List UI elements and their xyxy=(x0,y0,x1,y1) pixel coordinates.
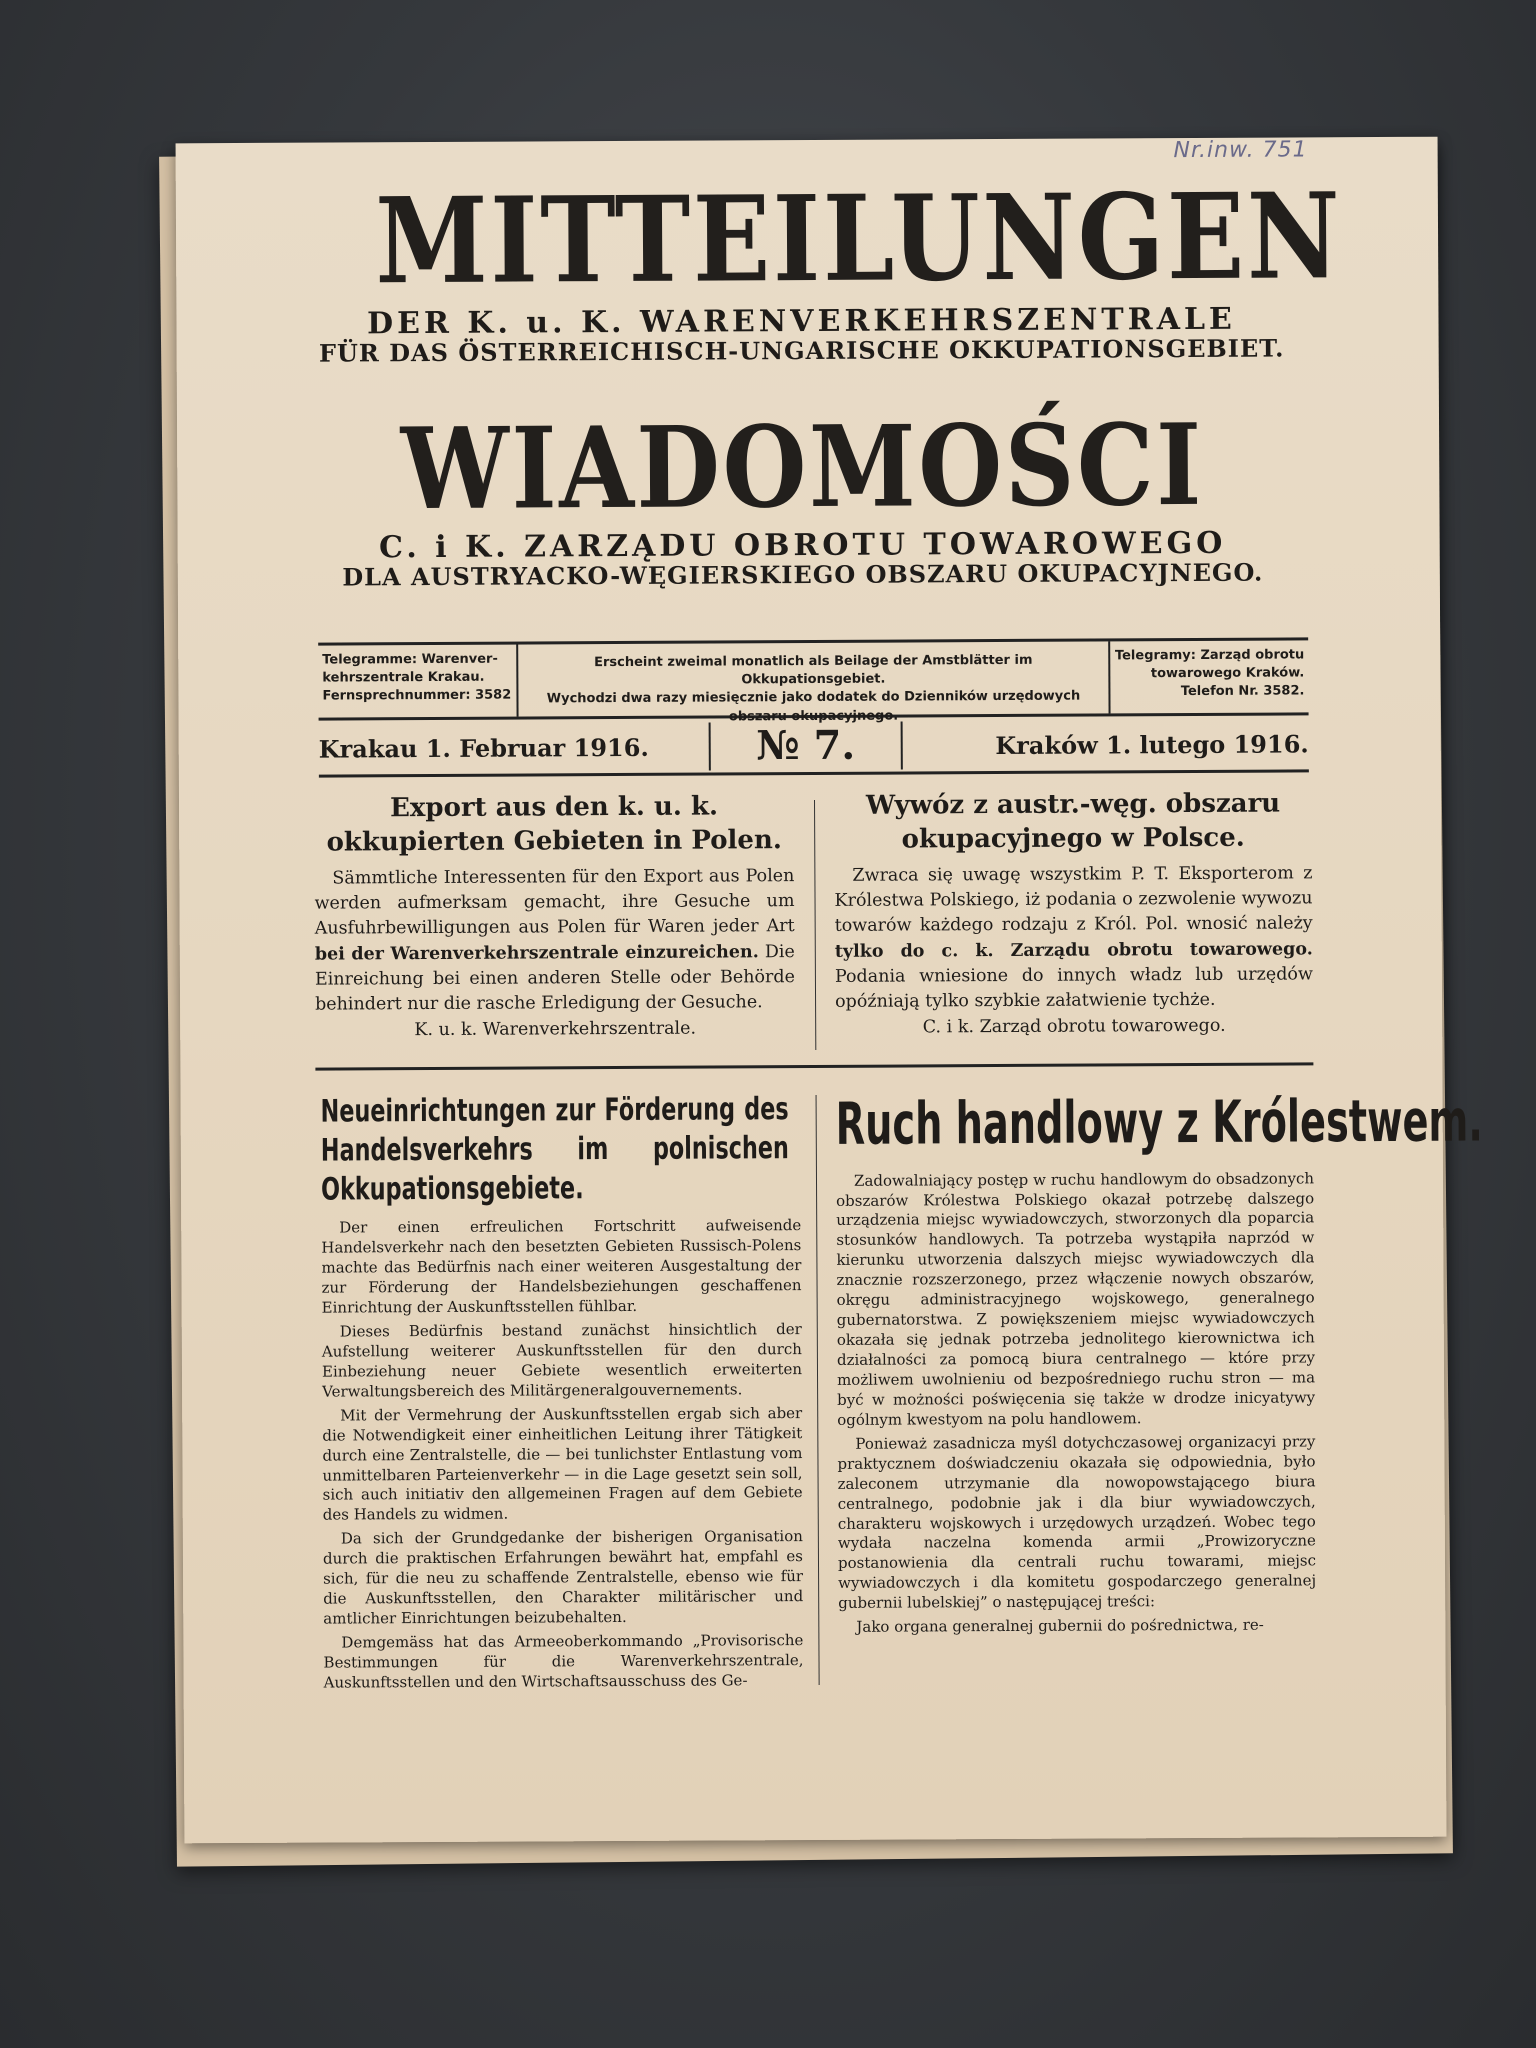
date-polish: Kraków 1. lutego 1916. xyxy=(995,728,1309,760)
paragraph: Ponieważ zasadnicza myśl dotychczasowej organizacyi przy praktycznem doświadczeniu okazała się odpowiednia, było zaleconem utrzymanie dla nowopowstającego biura centralnego, podobnie jak i dla biur wywiadowczych, charakteru wojskowych i urzędowych urządzeń. Wobec tego wydała naczelna komenda armii „Prowizoryczne postanowienia dla centrali ruchu towarami, miejsc wywiadowczych i dla komitetu gospodarczego generalnej gubernii lubelskiej” o następującej treści: xyxy=(837,1432,1317,1613)
date-german: Krakau 1. Februar 1916. xyxy=(318,732,649,764)
subtitle-german-2: FÜR DAS ÖSTERREICHISCH-UNGARISCHE OKKUPATIONSGEBIET. xyxy=(318,333,1285,368)
publication-note-polish: Wychodzi dwa razy miesięcznie jako dodatek do Dzienników urzędowych obszaru okupacyjnego. xyxy=(546,688,1081,724)
article-title: Ruch handlowy z Królestwem. xyxy=(835,1086,1484,1158)
article-body xyxy=(834,861,1313,1016)
section-rule xyxy=(315,1062,1313,1070)
masthead-polish xyxy=(307,399,1298,591)
body-text: Sämmtliche Interessenten für den Export aus Polen werden aufmerksam gemacht, ihre Gesuche um Ausfuhrbewilligungen aus Polen für Waren jeder Art xyxy=(314,865,795,939)
paragraph: Dieses Bedürfnis bestand zunächst hinsichtlich der Aufstellung weiterer Auskunftsstellen für den durch Einbeziehung neuer Gebiete wesentlich erweiterten Verwaltungsbereich des Militärgeneralgouvernements. xyxy=(321,1319,803,1401)
article-signature: K. u. k. Warenverkehrszentrale. xyxy=(414,1018,697,1040)
subtitle-polish-2: DLA AUSTRYACKO-WĘGIERSKIEGO OBSZARU OKUPACYJNEGO. xyxy=(342,557,1264,591)
article-title-text: Neueinrichtungen zur Förderung des Handelsverkehrs im polnischen Okkupationsgebiete. xyxy=(320,1091,789,1208)
paragraph: Da sich der Grundgedanke der bisherigen Organisation durch die praktischen Erfahrungen bewährt hat, empfahl es sich, für die neu zu schaffende Zentralstelle, ebenso wie für die Auskunftsstellen, den Charakter militärischer und amtlicher Einrichtungen beizubehalten. xyxy=(322,1527,804,1628)
body-bold: tylko do c. k. Zarządu obrotu towarowego. xyxy=(834,939,1313,962)
article-title xyxy=(320,1091,789,1209)
article-export-german xyxy=(314,790,795,1044)
column-divider xyxy=(814,800,816,1050)
article-trade-kingdom xyxy=(835,1086,1484,1642)
publication-note-german: Erscheint zweimal monatlich als Beilage der Amstblätter im Okkupationsgebiet. xyxy=(594,652,1033,688)
info-right-line: towarowego Kraków. xyxy=(1150,665,1305,682)
masthead-german xyxy=(306,166,1343,368)
article-signature: C. i k. Zarząd obrotu towarowego. xyxy=(922,1015,1226,1038)
article-body xyxy=(314,864,795,1019)
article-title: Export aus den k. u. k. okkupierten Gebieten in Polen. xyxy=(326,791,782,858)
subtitle-polish-1: C. i K. ZARZĄDU OBROTU TOWAROWEGO xyxy=(378,525,1227,566)
paragraph: Der einen erfreulichen Fortschritt aufweisende Handelsverkehr nach den besetzten Gebieten Russisch-Polens machte das Bedürfnis nach einer weiteren Ausgestaltung der zur Förderung der Handelsbeziehungen geschaffenen Einrichtung der Auskunftsstellen fühlbar. xyxy=(321,1216,802,1317)
article-new-institutions xyxy=(321,1090,804,1697)
paragraph: Jako organa generalnej gubernii do pośrednictwa, re- xyxy=(856,1615,1264,1636)
info-right-line: Telegramy: Zarząd obrotu xyxy=(1114,647,1305,664)
paragraph: Mit der Vermehrung der Auskunftsstellen ergab sich aber die Notwendigkeit einer einheitlichen Leitung ihrer Tätigkeit durch eine Zentralstelle, die — bei tunlichster Entlastung vom unmittelbaren Parteienverkehr — in die Lage gesetzt sein soll, sich auch initiativ den allgemeinen Fragen auf dem Gebiete des Handels zu widmen. xyxy=(322,1403,803,1524)
title-polish: WIADOMOŚCI xyxy=(400,399,1205,536)
inventory-note: Nr.inw. 751 xyxy=(1173,137,1308,164)
info-left-line: Fernsprechnummer: 3582 xyxy=(322,687,512,704)
info-left-line: Telegramme: Warenver- xyxy=(322,651,498,668)
article-title: Wywóz z austr.-węg. obszaru okupacyjnego w Polsce. xyxy=(865,788,1281,855)
title-german: MITTEILUNGEN xyxy=(375,166,1343,311)
column-divider xyxy=(816,1095,820,1685)
body-text: Zwraca się uwagę wszystkim P. T. Eksporterom z Królestwa Polskiego, iż podania o zezwolenie wywozu towarów każdego rodzaju z Król. Pol. wnosić należy xyxy=(834,862,1313,937)
issue-number: № 7. xyxy=(709,722,903,771)
newspaper-page xyxy=(176,137,1484,1844)
body-text: Podania wniesione do innych władz lub urzędów opóźniają tylko szybkie załatwienie tychże. xyxy=(834,964,1313,1013)
subtitle-german-1: DER K. u. K. WARENVERKEHRSZENTRALE xyxy=(367,301,1236,342)
publication-note xyxy=(516,641,1110,724)
paragraph: Demgemäss hat das Armeeoberkommando „Provisorische Bestimmungen für die Warenverkehrszentrale, Auskunftsstellen und den Wirtschaftsausschuss des Ge- xyxy=(323,1631,804,1692)
info-right-line: Telefon Nr. 3582. xyxy=(1180,683,1305,700)
date-bar xyxy=(319,717,1309,777)
paragraph: Zadowalniający postęp w ruchu handlowym do obsadzonych obszarów Królestwa Polskiego okazał potrzebę dalszego urządzenia miejsc wywiadowczych, stworzonych dla poparcia stosunków handlowych. Ta potrzeba wystąpiła naprzód w kierunku utworzenia dalszych miejsc wywiadowczych dla znacznie rozszerzonego, przez włączenie nowych obszarów, okręgu administracyjnego wojskowego, generalnego gubernatorstwa. Z powiększeniem miejsc wywiadowczych okazała się jednak potrzeba jednolitego kierownictwa ich działalności za pomocą biura centralnego — które przy możliwem uwolnieniu od bezpośredniego ruchu stron — ma być w możności poświęcenia się także w drodze inicyatywy ogólnym kwestyom na polu handlowem. xyxy=(836,1168,1316,1429)
body-text: Die Einreichung bei einen anderen Stelle oder Behörde behindert nur die rasche Erledigung der Gesuche. xyxy=(314,941,795,1016)
body-bold: bei der Warenverkehrszentrale einzureichen. xyxy=(314,941,759,965)
info-left-line: kehrszentrale Krakau. xyxy=(322,669,485,686)
telegram-polish xyxy=(1110,640,1308,713)
telegram-german xyxy=(318,645,516,718)
info-bar xyxy=(318,637,1308,724)
article-export-polish xyxy=(834,787,1313,1041)
